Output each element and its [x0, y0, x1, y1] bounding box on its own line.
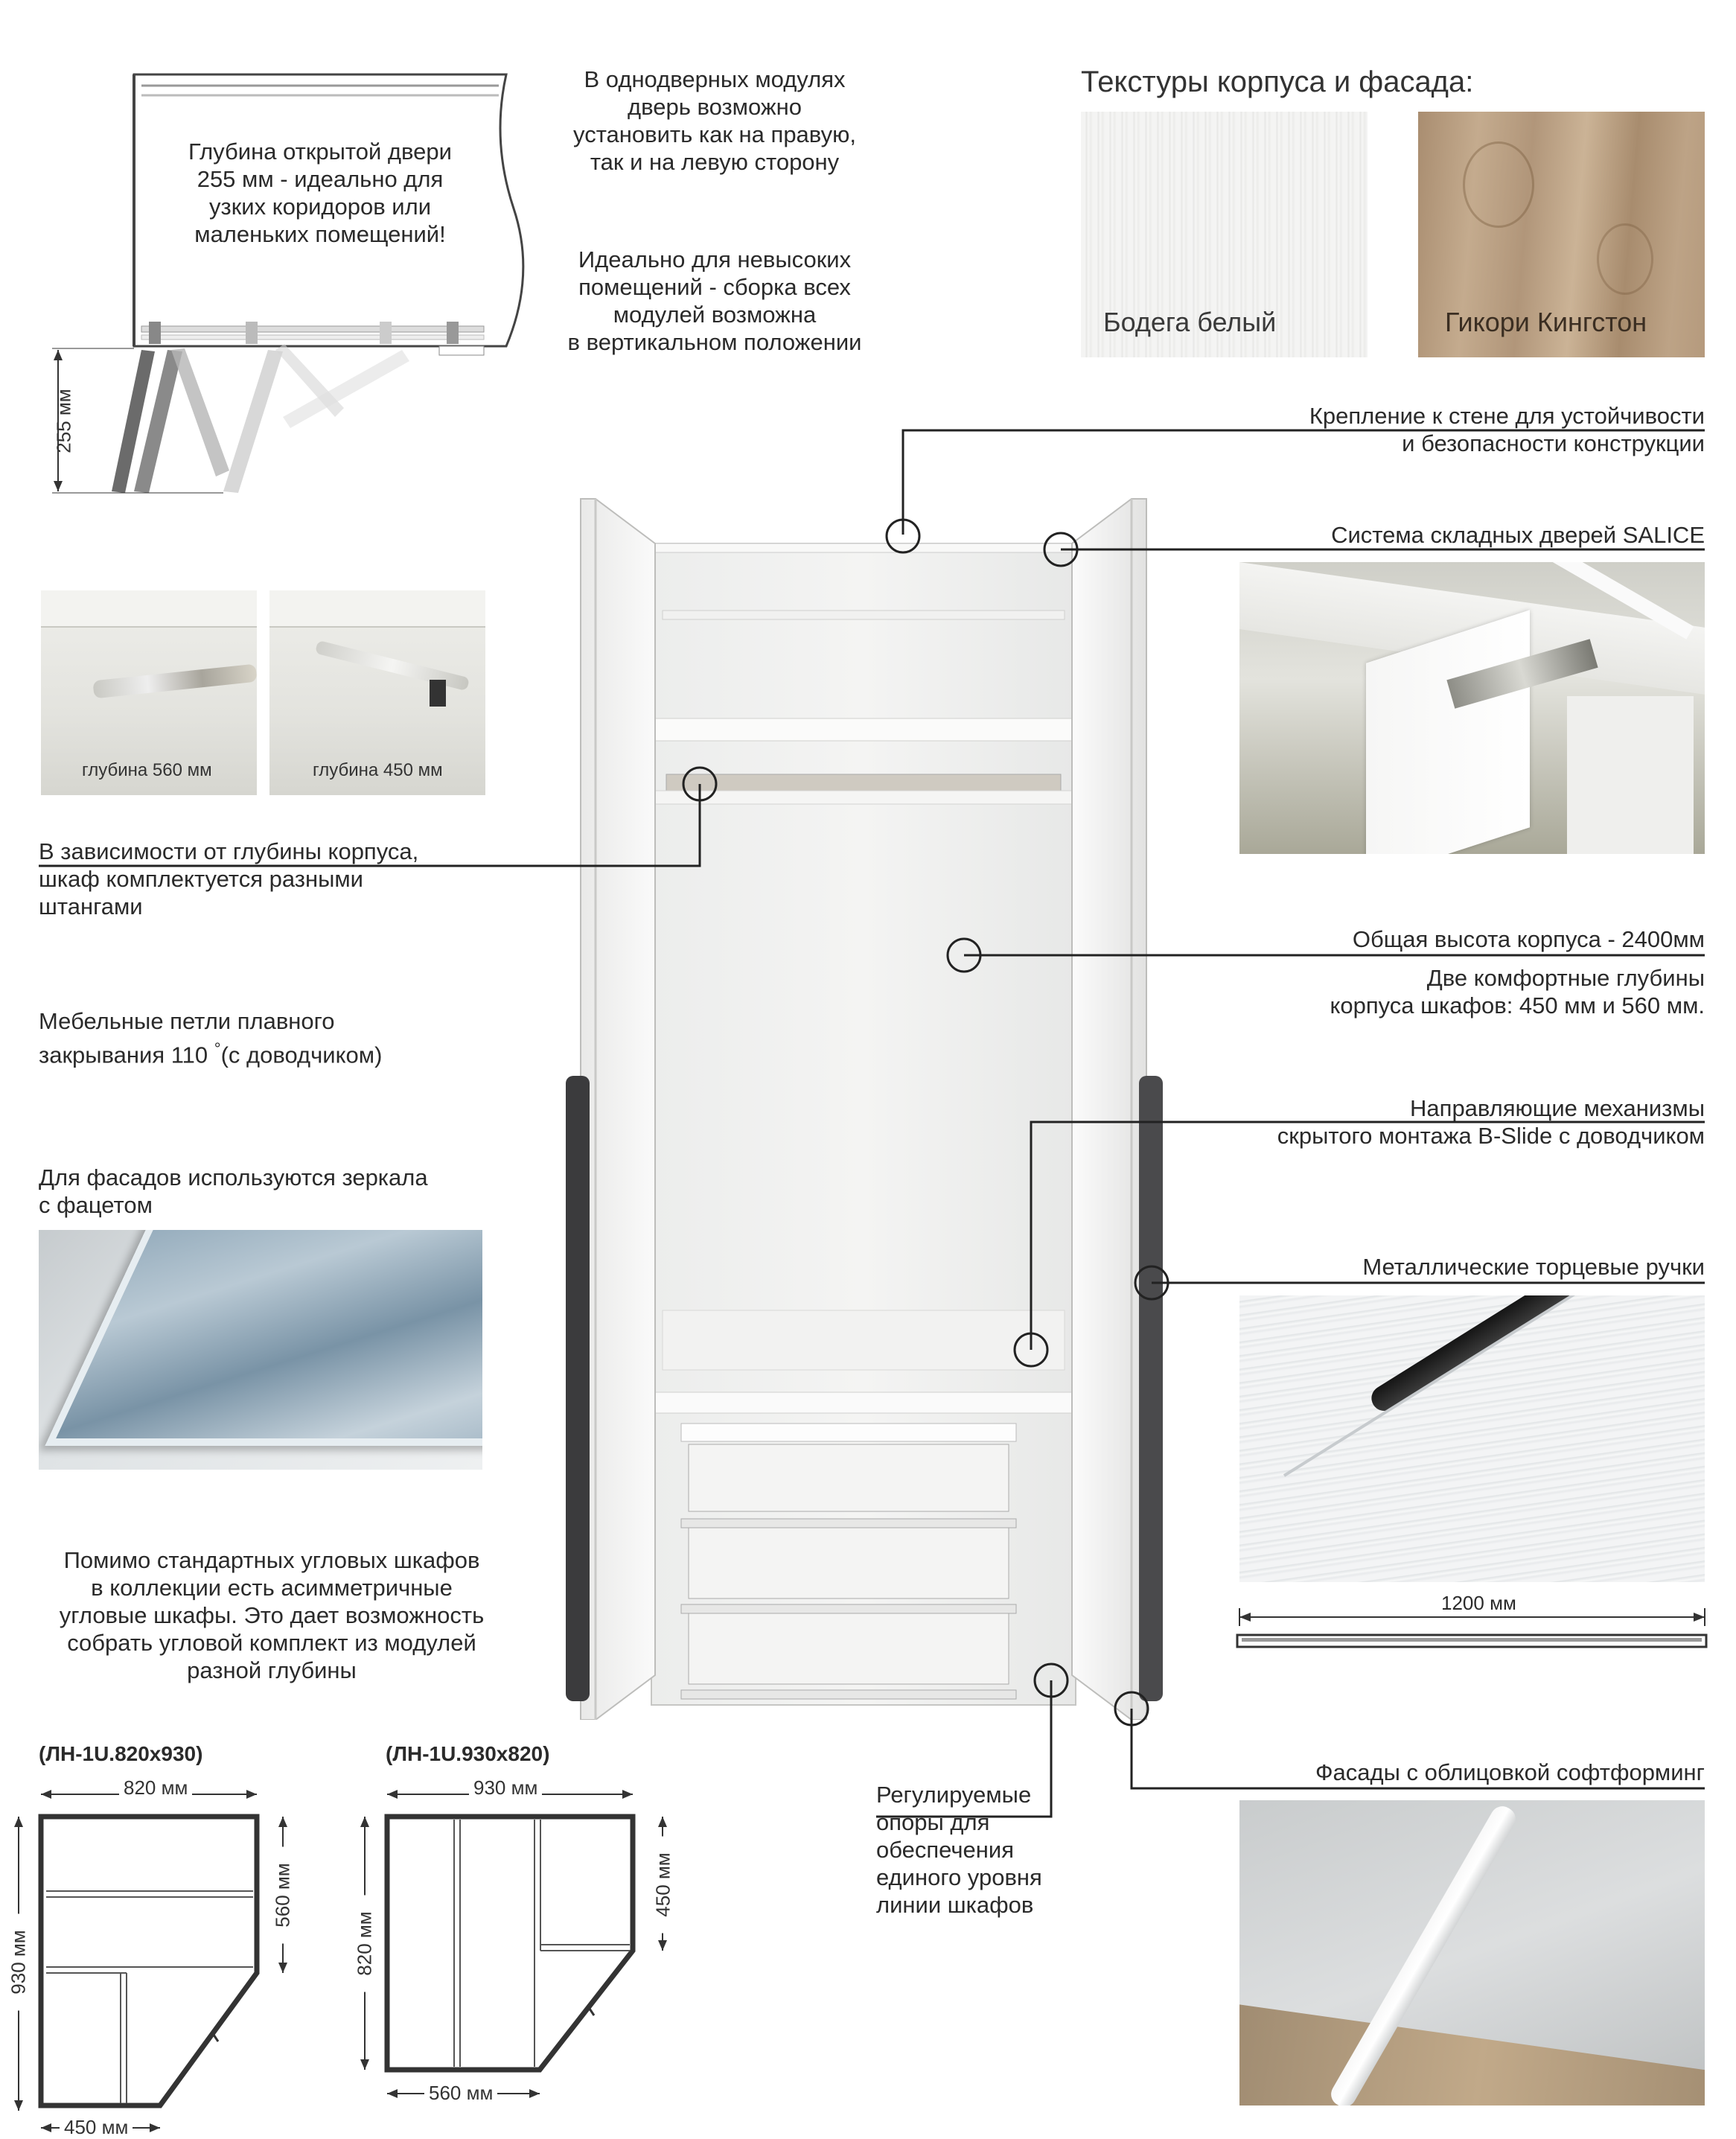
handles-note: Металлические торцевые ручки [1362, 1254, 1705, 1280]
softforming-note: Фасады с облицовкой софтформинг [1315, 1759, 1705, 1785]
handle-photo [1239, 1295, 1705, 1582]
corner1-right-dim: 560 мм [272, 1847, 295, 1944]
depths-note: Две комфортные глубины корпуса шкафов: 450 мм и 560 мм. [1330, 965, 1705, 1019]
corner2-code: (ЛН-1U.930x820) [386, 1742, 550, 1765]
height-note: Общая высота корпуса - 2400мм [1352, 926, 1705, 952]
corner1-diagram [0, 1772, 342, 2138]
texture-wood-label: Гикори Кингстон [1445, 307, 1647, 337]
rod-450-photo [269, 590, 485, 795]
corner2-right-dim: 450 мм [652, 1837, 675, 1934]
rod-450-label: глубина 450 мм [313, 760, 443, 780]
corner2-left-dim: 820 мм [354, 1896, 377, 1992]
corner1-bottom-dim: 450 мм [60, 2116, 133, 2139]
corner1-left-dim: 930 мм [7, 1914, 31, 2011]
corner1-drawing [0, 1772, 342, 2138]
softforming-photo [1239, 1800, 1705, 2105]
corner1-top-dim: 820 мм [119, 1776, 192, 1799]
wardrobe-drawing [551, 484, 1176, 1720]
corner2-diagram [350, 1772, 692, 2138]
corner2-bottom-dim: 560 мм [424, 2082, 497, 2105]
door-depth-dimension: 255 мм [52, 389, 75, 453]
door-depth-text: Глубина открытой двери 255 мм - идеально для узких коридоров или маленьких помещений! [188, 138, 452, 247]
mirror-photo [39, 1230, 482, 1470]
rod-560-label: глубина 560 мм [82, 760, 212, 780]
textures-title: Текстуры корпуса и фасада: [1081, 66, 1474, 98]
salice-note: Система складных дверей SALICE [1331, 522, 1705, 548]
door-depth-diagram [30, 52, 551, 514]
feet-note: Регулируемые опоры для обеспечения единого уровня линии шкафов [876, 1782, 1042, 1918]
door-depth-drawing [30, 52, 551, 514]
handle-length-label: 1200 мм [1435, 1592, 1522, 1615]
wardrobe-illustration [551, 484, 1176, 1720]
texture-wood-swatch [1418, 112, 1705, 357]
salice-photo [1239, 562, 1705, 854]
single-door-note: В однодверных модулях дверь возможно установить как на правую, так и на левую сторону [573, 66, 856, 175]
hinges-note: Мебельные петли плавного закрывания 110 °(с доводчиком) [39, 1008, 383, 1068]
rods-note: В зависимости от глубины корпуса, шкаф комплектуется разными штангами [39, 838, 419, 919]
texture-white-label: Бодега белый [1103, 307, 1277, 337]
corner-note: Помимо стандартных угловых шкафов в коллекции есть асимметричные угловые шкафы. Это дает возможность собрать угловой комплект из модулей разной глубины [59, 1547, 485, 1683]
slides-note: Направляющие механизмы скрытого монтажа B-Slide с доводчиком [1277, 1095, 1705, 1149]
rod-560-photo [41, 590, 257, 795]
texture-white-swatch [1081, 112, 1368, 357]
corner2-top-dim: 930 мм [469, 1776, 542, 1799]
wall-mount-note: Крепление к стене для устойчивости и безопасности конструкции [1309, 403, 1705, 456]
corner1-code: (ЛН-1U.820x930) [39, 1742, 203, 1765]
low-rooms-note: Идеально для невысоких помещений - сборка всех модулей возможна в вертикальном положении [567, 246, 862, 355]
mirror-note: Для фасадов используются зеркала с фацетом [39, 1164, 428, 1218]
corner2-drawing [350, 1772, 692, 2138]
